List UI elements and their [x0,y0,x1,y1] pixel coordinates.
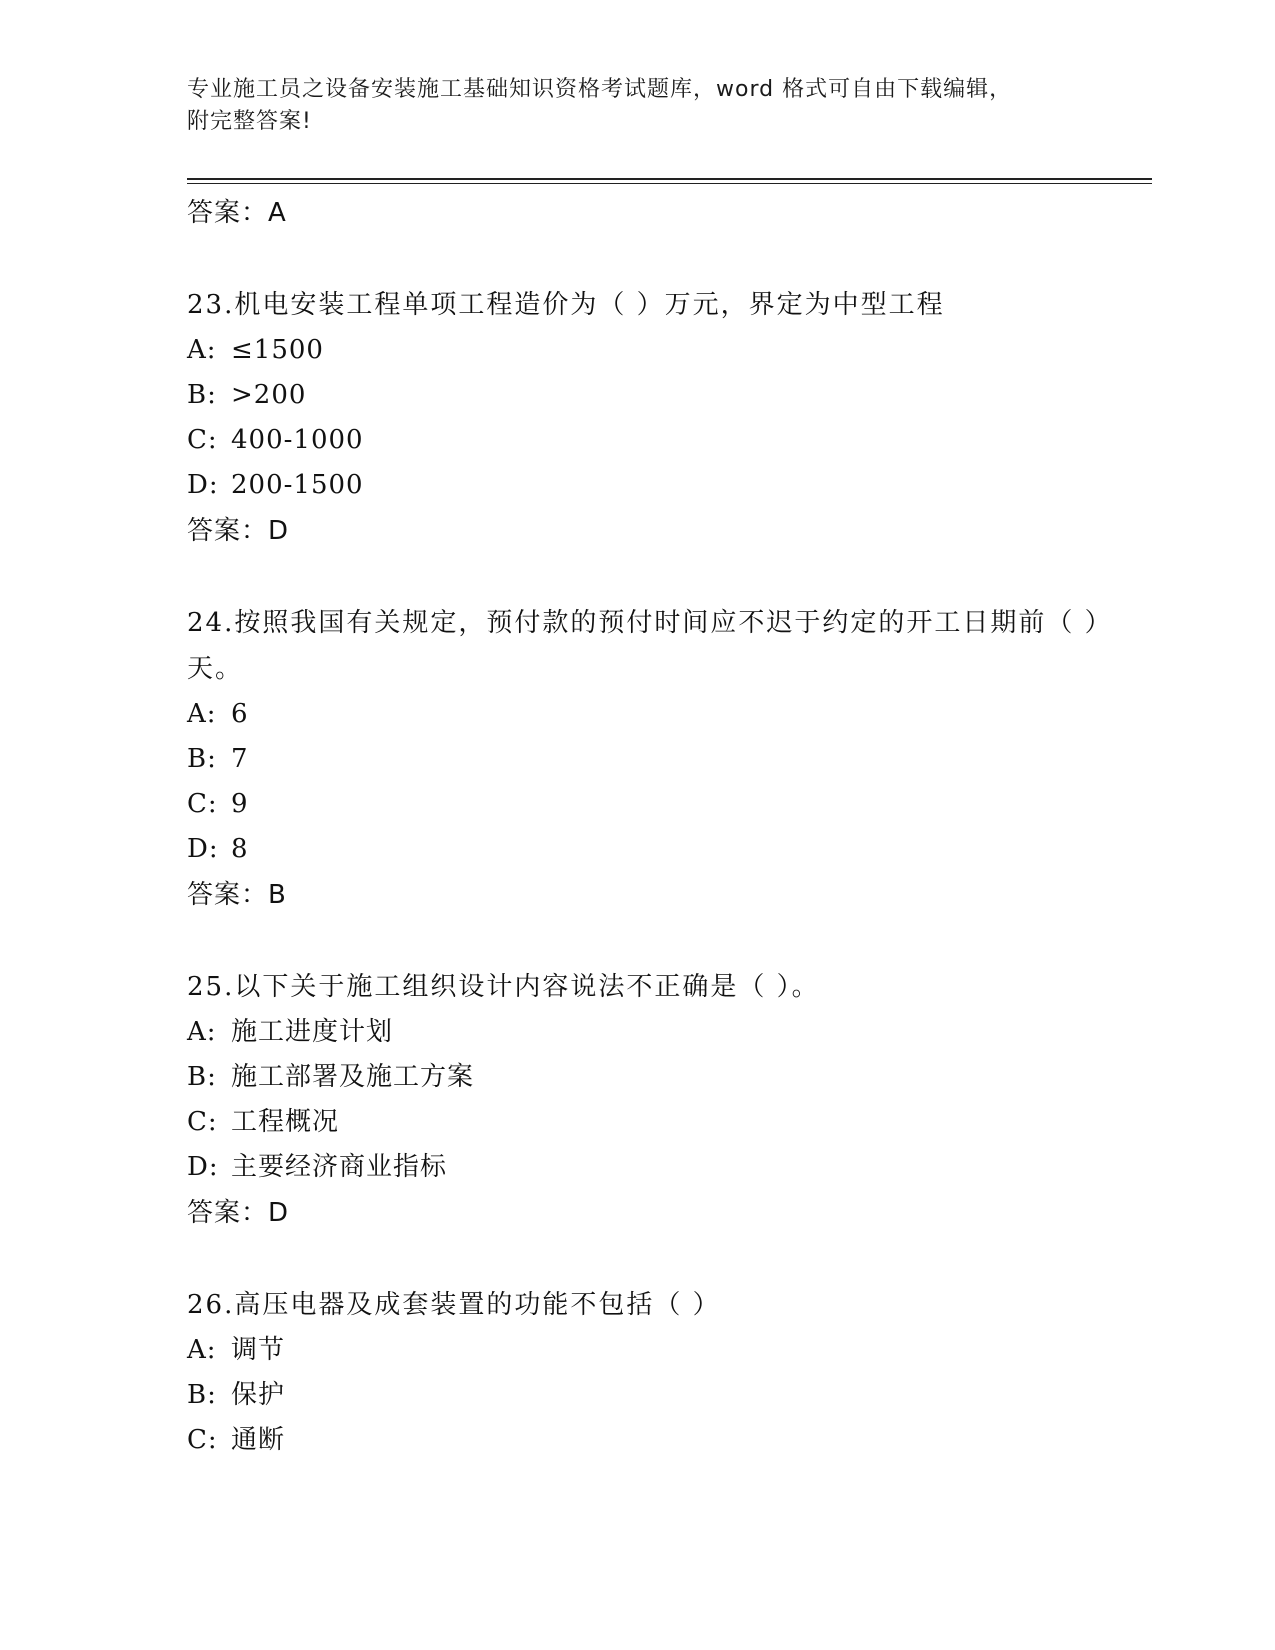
question-23 [187,282,1152,554]
answer: 答案：D [187,516,290,546]
answer: 答案：D [187,1198,290,1228]
option-c [187,1418,1152,1463]
option-text: 调节 [231,1335,286,1365]
option-text: 8 [231,834,249,864]
option-text: 200-1500 [231,470,364,500]
question-text: 24.按照我国有关规定，预付款的预付时间应不迟于约定的开工日期前（ ）天。 [187,608,1113,684]
option-a [187,328,1152,373]
answer: 答案：B [187,880,287,910]
option-label: A: [187,699,217,729]
option-label: B: [187,1380,217,1410]
header-line-1: 专业施工员之设备安装施工基础知识资格考试题库，word 格式可自由下载编辑， [187,77,1013,102]
option-label: B: [187,380,217,410]
header-divider-thick [187,178,1152,180]
option-text: 施工部署及施工方案 [231,1062,475,1092]
option-label: D: [187,1152,219,1182]
option-label: B: [187,1062,217,1092]
option-label: D: [187,834,219,864]
option-text: 保护 [231,1380,286,1410]
option-d [187,827,1152,872]
option-label: C: [187,1107,218,1137]
option-c [187,1100,1152,1145]
question-26 [187,1282,1152,1463]
option-a [187,1328,1152,1373]
question-text: 25.以下关于施工组织设计内容说法不正确是（ ）。 [187,972,820,1002]
option-b [187,1373,1152,1418]
option-b [187,373,1152,418]
option-text: 通断 [231,1425,286,1455]
option-text: 工程概况 [231,1107,340,1137]
option-text: >200 [231,380,307,410]
option-c [187,418,1152,463]
option-label: C: [187,425,218,455]
option-a [187,692,1152,737]
option-text: 施工进度计划 [231,1017,394,1047]
question-24 [187,600,1152,918]
question-text: 26.高压电器及成套装置的功能不包括（ ） [187,1290,721,1320]
header-divider-thin [187,183,1152,184]
option-label: A: [187,335,217,365]
option-label: D: [187,470,219,500]
option-label: A: [187,1017,217,1047]
option-label: B: [187,744,217,774]
option-text: 6 [231,699,249,729]
option-b [187,737,1152,782]
option-d [187,463,1152,508]
option-text: 主要经济商业指标 [231,1152,448,1182]
previous-answer: 答案：A [187,198,287,228]
option-text: ≤1500 [231,335,324,365]
header-line-2: 附完整答案! [187,109,312,134]
option-label: A: [187,1335,217,1365]
option-label: C: [187,1425,218,1455]
option-label: C: [187,789,218,819]
document-header [187,74,1087,138]
option-d [187,1145,1152,1190]
question-list [187,190,1152,1463]
option-a [187,1010,1152,1055]
option-text: 7 [231,744,249,774]
question-text: 23.机电安装工程单项工程造价为（ ）万元，界定为中型工程 [187,290,945,320]
option-text: 9 [231,789,249,819]
question-25 [187,964,1152,1236]
option-c [187,782,1152,827]
option-b [187,1055,1152,1100]
option-text: 400-1000 [231,425,364,455]
